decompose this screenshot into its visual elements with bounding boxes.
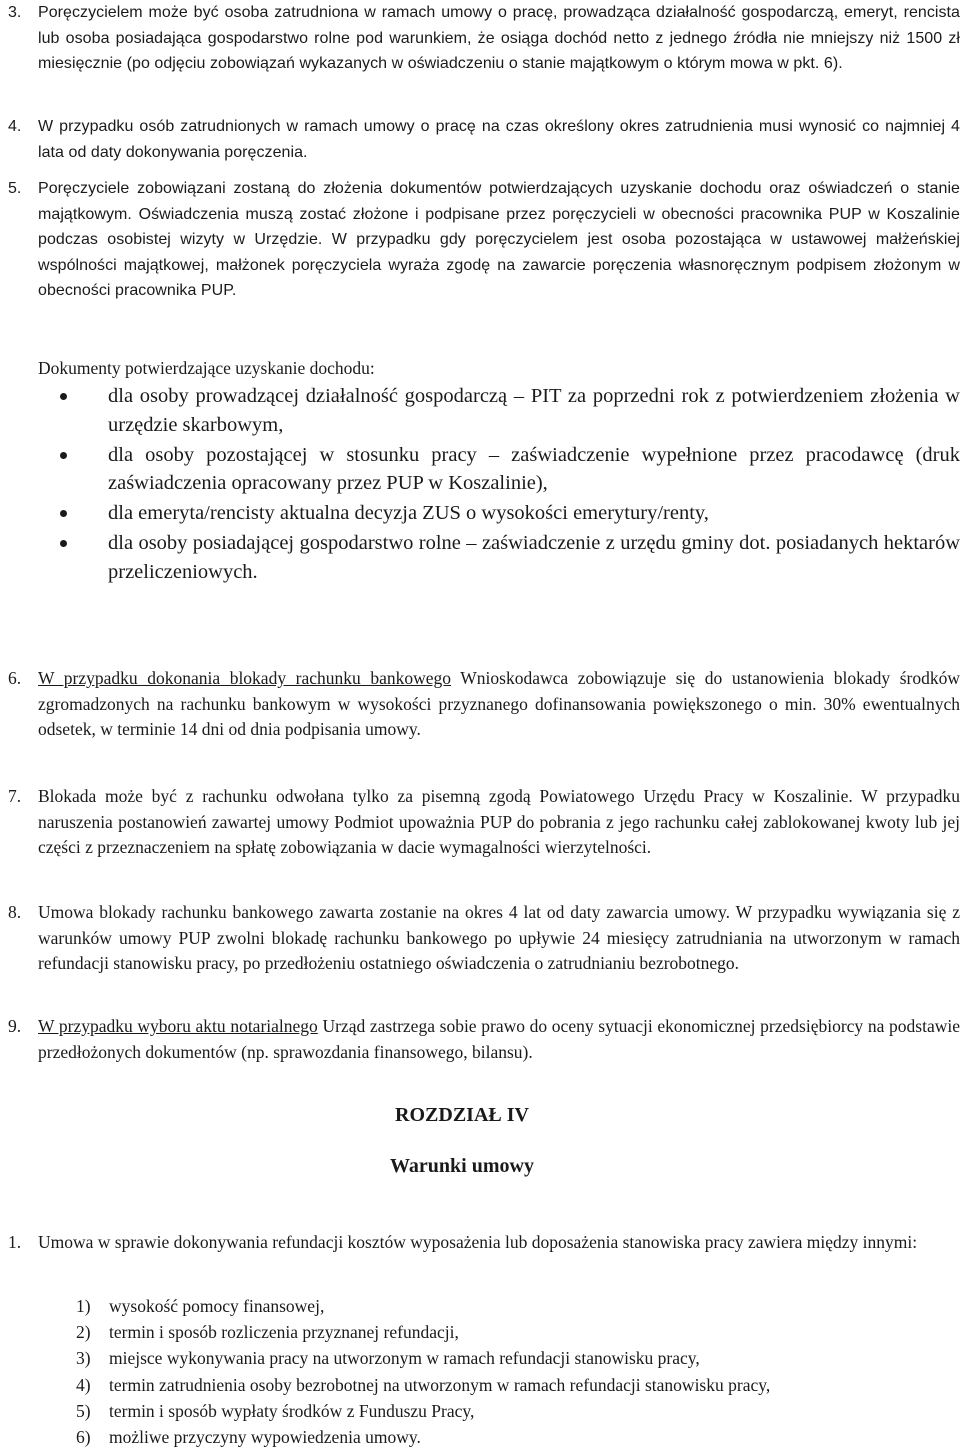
paragraph-number: 5. (8, 180, 22, 197)
paragraph-7 (8, 784, 960, 861)
bullet-icon (60, 393, 67, 400)
list-item: dla osoby pozostającej w stosunku pracy – zaświadczenie wypełnione przez pracodawcę (druk zaświadczenia opracowany przez PUP w Koszalinie), (108, 441, 960, 498)
bullet-icon (60, 510, 67, 517)
list-item: 1) wysokość pomocy finansowej, (76, 1296, 325, 1316)
paragraph-text: Umowa w sprawie dokonywania refundacji kosztów wyposażenia lub doposażenia stanowiska pracy zawiera między innymi: (38, 1232, 918, 1252)
paragraph-text: Blokada może być z rachunku odwołana tylko za pisemną zgodą Powiatowego Urzędu Pracy w Koszalinie. W przypadku naruszenia postanowień zawartej umowy Podmiot upoważnia PUP do pobrania z jego rachunku całej zablokowanej kwoty lub jej części z przeznaczeniem na spłatę zobowiązania w dacie wymagalności wierzytelności. (38, 786, 960, 857)
chapter-number: ROZDZIAŁ IV (395, 1104, 529, 1126)
contract-terms-list (76, 1293, 960, 1450)
paragraph-number: 3. (8, 4, 22, 21)
paragraph-9 (8, 1014, 960, 1065)
bullet-icon (60, 540, 67, 547)
list-item: 5) termin i sposób wypłaty środków z Funduszu Pracy, (76, 1400, 475, 1421)
list-item: dla osoby prowadzącej działalność gospodarczą – PIT za poprzedni rok z potwierdzeniem złożenia w urzędzie skarbowym, (108, 382, 960, 439)
chapter-title: Warunki umowy (390, 1155, 534, 1177)
underlined-phrase: W przypadku wyboru aktu notarialnego (38, 1016, 318, 1036)
paragraph-text: Umowa blokady rachunku bankowego zawarta zostanie na okres 4 lat od daty zawarcia umowy. W przypadku wywiązania się z warunków umowy PUP zwolni blokadę rachunku bankowego po upływie 24 miesięcy zatrudniania na utworzonym w ramach refundacji stanowisku pracy, po przedłożeniu ostatniego oświadczenia o zatrudnianiu bezrobotnego. (38, 902, 960, 973)
paragraph-number: 4. (8, 118, 22, 135)
list-item: dla emeryta/rencisty aktualna decyzja ZUS o wysokości emerytury/renty, (108, 499, 960, 528)
paragraph-text: W przypadku wyboru aktu notarialnego Urząd zastrzega sobie prawo do oceny sytuacji ekonomicznej przedsiębiorcy na podstawie przedłożonych dokumentów (np. sprawozdania finansowego, bilansu). (38, 1016, 960, 1062)
paragraph-text: W przypadku dokonania blokady rachunku bankowego Wnioskodawca zobowiązuje się do ustanowienia blokady środków zgromadzonych na rachunku bankowym w wysokości przyznanego dofinansowania powiększonego o min. 30% ewentualnych odsetek, w terminie 14 dni od dnia podpisania umowy. (38, 668, 960, 739)
paragraph-number: 7. (8, 786, 22, 806)
list-item: 6) możliwe przyczyny wypowiedzenia umowy. (76, 1427, 421, 1448)
paragraph-6 (8, 666, 960, 743)
list-item: 4) termin zatrudnienia osoby bezrobotnej na utworzonym w ramach refundacji stanowisku pracy, (76, 1374, 771, 1395)
paragraph-text: Poręczyciele zobowiązani zostaną do złożenia dokumentów potwierdzających uzyskanie dochodu oraz oświadczeń o stanie majątkowym. Oświadczenia muszą zostać złożone i podpisane przez poręczycieli w obecności pracownika PUP w Koszalinie podczas osobistej wizyty w Urzędzie. W przypadku gdy poręczycielem jest osoba pozostająca w ustawowej małżeńskiej wspólności majątkowej, małżonek poręczyciela wyraża zgodę na zawarcie poręczenia własnoręcznym podpisem złożonym w obecności pracownika PUP. (38, 180, 960, 299)
underlined-phrase: W przypadku dokonania blokady rachunku bankowego (38, 668, 452, 688)
chapter-paragraph-1 (8, 1230, 960, 1256)
documents-heading: Dokumenty potwierdzające uzyskanie dochodu: (38, 358, 375, 378)
paragraph-text: W przypadku osób zatrudnionych w ramach umowy o pracę na czas określony okres zatrudnienia musi wynosić co najmniej 4 lata od daty dokonywania poręczenia. (38, 118, 960, 161)
paragraph-8 (8, 900, 960, 977)
paragraph-3 (8, 0, 960, 77)
paragraph-5 (8, 176, 960, 304)
paragraph-number: 9. (8, 1016, 22, 1036)
paragraph-text: Poręczycielem może być osoba zatrudniona w ramach umowy o pracę, prowadząca działalność gospodarczą, emeryt, rencista lub osoba posiadająca gospodarstwo rolne pod warunkiem, że osiąga dochód netto z jednego źródła nie mniejszy niż 1500 zł miesięcznie (po odjęciu zobowiązań wykazanych w oświadczeniu o stanie majątkowym o którym mowa w pkt. 6). (38, 4, 960, 72)
documents-list (108, 382, 960, 588)
paragraph-number: 8. (8, 902, 22, 922)
paragraph-4 (8, 114, 960, 165)
list-item: 2) termin i sposób rozliczenia przyznanej refundacji, (76, 1322, 459, 1343)
bullet-icon (60, 452, 67, 459)
paragraph-number: 1. (8, 1232, 22, 1252)
list-item: dla osoby posiadającej gospodarstwo rolne – zaświadczenie z urzędu gminy dot. posiadanych hektarów przeliczeniowych. (108, 529, 960, 586)
list-item: 3) miejsce wykonywania pracy na utworzonym w ramach refundacji stanowisku pracy, (76, 1348, 700, 1369)
paragraph-number: 6. (8, 668, 22, 688)
